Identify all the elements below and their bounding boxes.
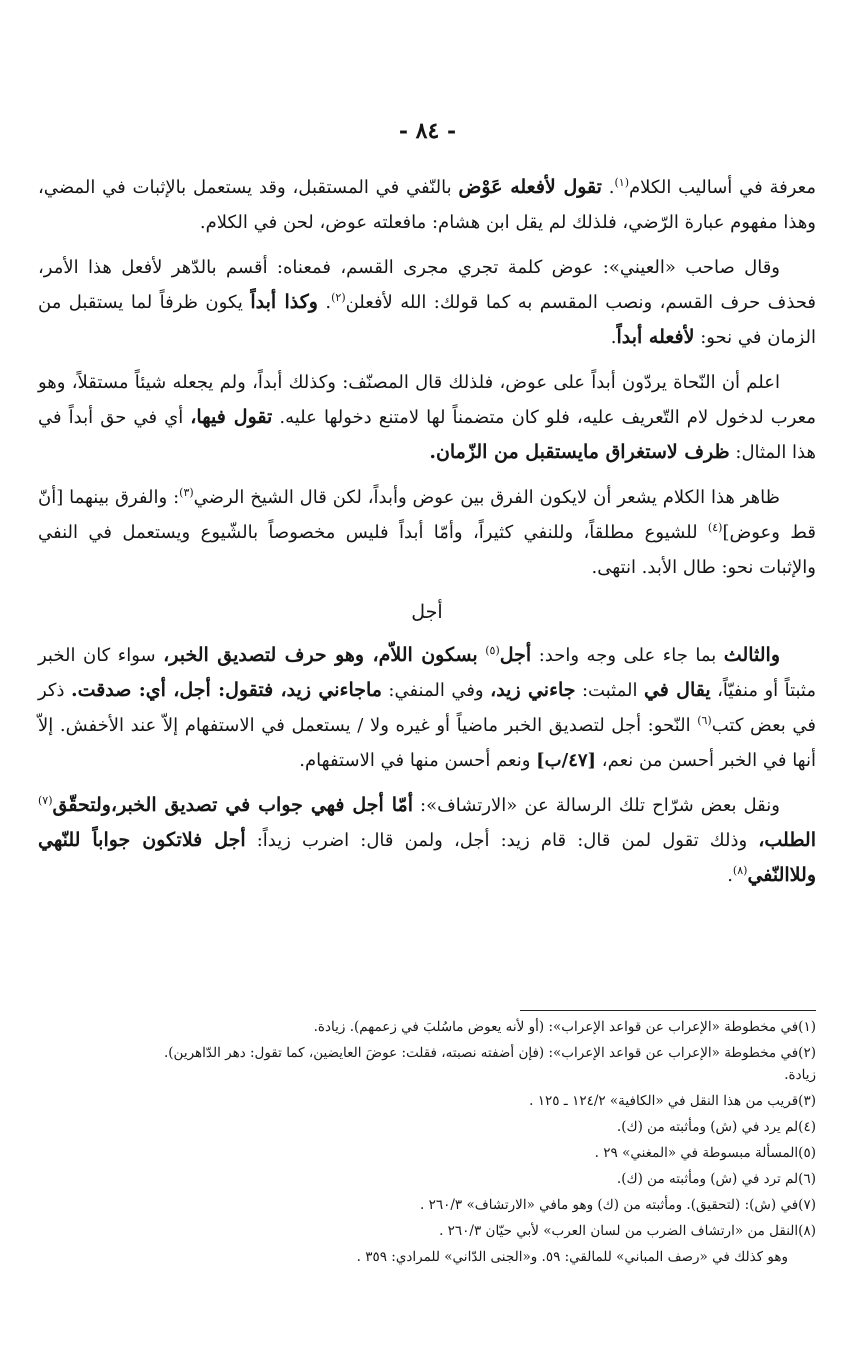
footnote-number: (٢) [798, 1045, 816, 1061]
text-run: المثبت: [575, 680, 644, 701]
text-run: وذلك تقول لمن قال: قام زيد: أجل، ولمن قال: اضرب زيداً: [245, 830, 759, 851]
footnote-ref: (٨) [732, 864, 748, 877]
text-run: سواء كان الخبر مثبتاً أو منفيّاً، [38, 645, 817, 701]
text-run: ذكر في بعض كتب [38, 680, 816, 736]
footnote-text: وهو كذلك في «رصف المباني» للمالقي: ٥٩. و«الجنى الدّاني» للمرادي: ٣٥٩ . [356, 1249, 788, 1265]
footnote-text: في مخطوطة «الإعراب عن قواعد الإعراب»: (أو لأنه يعوض ماسُلبَ في زعمهم). زيادة. [313, 1019, 799, 1035]
text-run: النّحو: أجل لتصديق الخبر ماضياً أو غيره ولا / يستعمل في الاستفهام إلاّ عند الأخفش. إلاّ أنها في الخبر أحسن من نعم، [38, 715, 816, 771]
footnote-ref: (٥) [485, 644, 500, 657]
bold-text: وكذا أبداً [250, 291, 318, 313]
bold-text: والثالث [723, 644, 780, 666]
footnote-number: (٦) [798, 1171, 816, 1187]
bold-text: الطلب، [758, 829, 816, 851]
footnote-ref: (٦) [697, 714, 712, 727]
bold-text: جاءني زيد، [490, 679, 576, 701]
footnote-number: (٧) [798, 1197, 816, 1213]
bold-text: ماجاءني زيد، فتقول: أجل، أي: صدقت. [70, 679, 382, 701]
footnote-text: لم ترد في (ش) ومأثبته من (ك). [616, 1171, 799, 1187]
footnote [150, 1220, 816, 1242]
paragraph [38, 365, 816, 470]
footnote-number: (٨) [798, 1223, 816, 1239]
footnote [150, 1042, 816, 1086]
footnote-text: في مخطوطة «الإعراب عن قواعد الإعراب»: (فإن أضفته نصبته، فقلت: عوضَ العايضين، كما تقول: دهر الدّاهرين). زيادة. [163, 1045, 816, 1083]
text-run: اعلم أن النّحاة يردّون أبداً على عوض، فلذلك قال المصنّف: وكذلك أبداً، ولم يجعله شيئاً مستقلاً، وهو معرب لدخول لام التّعريف عليه، فلو كان متضمناً لها لامتنع دخولها عليه. [38, 372, 816, 428]
text-run: ظاهر هذا الكلام يشعر أن لايكون الفرق بين عوض وأبداً، لكن قال الشيخ الرضي [193, 487, 780, 508]
text-run: . [610, 327, 617, 348]
text-run: للشيوع مطلقاً، وللنفي كثيراً، وأمّا أبداً فليس مخصوصاً بالشّيوع ويستعمل في النفي والإثبات نحو: طال الأبد. انتهى. [38, 522, 816, 578]
bold-text: أجل [499, 644, 532, 666]
text-run: : والفرق بينهما [أنّ قط وعوض] [38, 487, 816, 543]
bold-text: ظرف لاستغراق مايستقبل من الزّمان. [429, 441, 730, 463]
footnote [150, 1016, 816, 1038]
folio-marker: [٤٧/ب] [536, 750, 597, 771]
footnote-number: (٥) [798, 1145, 816, 1161]
text-run: . [727, 865, 733, 886]
bold-text: بسكون اللاّم، وهو حرف لتصديق الخبر، [163, 644, 478, 666]
bold-text: لأفعله أبداً [616, 326, 695, 348]
footnote-number: (١) [798, 1019, 816, 1035]
bold-text: يقال في [643, 679, 711, 701]
page-number: - ٨٤ - [398, 118, 457, 144]
footnote-divider [520, 1010, 816, 1011]
footnote [150, 1116, 816, 1138]
footnote [150, 1194, 816, 1216]
footnote-text: في (ش): (لتحقيق). ومأثبته من (ك) وهو مافي «الارتشاف» ٢٦٠/٣ . [420, 1197, 799, 1213]
footnote-ref: (٢) [331, 291, 346, 304]
text-run: معرفة في أساليب الكلام [629, 177, 816, 198]
text-run: . [317, 292, 332, 313]
footnote-ref: (٤) [707, 521, 723, 534]
footnote-text: قريب من هذا النقل في «الكافية» ١٢٤/٢ ـ ١٢٥ . [529, 1093, 799, 1109]
section-heading: أجل [411, 601, 443, 623]
paragraph [38, 788, 816, 893]
bold-text: تقول لأفعله عَوْض [458, 176, 602, 198]
paragraph [38, 170, 816, 240]
footnote [150, 1168, 816, 1190]
text-run: وفي المنفي: [381, 680, 491, 701]
text-run: بما جاء على وجه واحد: [531, 645, 724, 666]
footnote-ref: (١) [614, 176, 630, 189]
paragraph [38, 638, 816, 778]
text-run: . [601, 177, 615, 198]
main-text [38, 170, 816, 903]
paragraph [38, 250, 816, 355]
paragraph [38, 480, 816, 585]
text-run: يكون ظرفاً لما يستقبل من الزمان في نحو: [38, 292, 816, 348]
bold-text: تقول فيها، [190, 406, 273, 428]
text-run: أي في حق أبداً في هذا المثال: [38, 407, 816, 463]
footnote-number: (٣) [798, 1093, 816, 1109]
bold-text: أمّا أجل فهي جواب في تصديق الخبر،ولتحقّق [52, 794, 413, 816]
footnote [150, 1246, 816, 1268]
bold-text: أجل فلاتكون جواباً للنّهي وللاالنّفي [38, 829, 816, 886]
text-run: ونعم أحسن منها في الاستفهام. [299, 750, 537, 771]
text-run: وقال صاحب «العيني»: عوض كلمة تجري مجرى القسم، فمعناه: أقسم بالدّهر لأفعل هذا الأمر، فحذف حرف القسم، ونصب المقسم به كما قولك: الله لأفعلن [38, 257, 816, 313]
footnote [150, 1142, 816, 1164]
footnote-ref: (٣) [179, 486, 194, 499]
footnote-number: (٤) [798, 1119, 816, 1135]
footnote [150, 1090, 816, 1112]
text-run: ونقل بعض شرّاح تلك الرسالة عن «الارتشاف»: [413, 795, 780, 816]
text-run: بالنّفي في المستقبل، وقد يستعمل بالإثبات في المضي، وهذا مفهوم عبارة الرّضي، فلذلك لم يقل ابن هشام: مافعلته عوض، لحن في الكلام. [38, 177, 816, 233]
footnotes [150, 1016, 816, 1272]
footnote-text: لم يرد في (ش) ومأثبته من (ك). [616, 1119, 799, 1135]
footnote-ref: (٧) [38, 794, 53, 807]
footnote-text: النقل من «ارتشاف الضرب من لسان العرب» لأبي حيّان ٢٦٠/٣ . [439, 1223, 799, 1239]
footnote-text: المسألة مبسوطة في «المغني» ٢٩ . [594, 1145, 799, 1161]
